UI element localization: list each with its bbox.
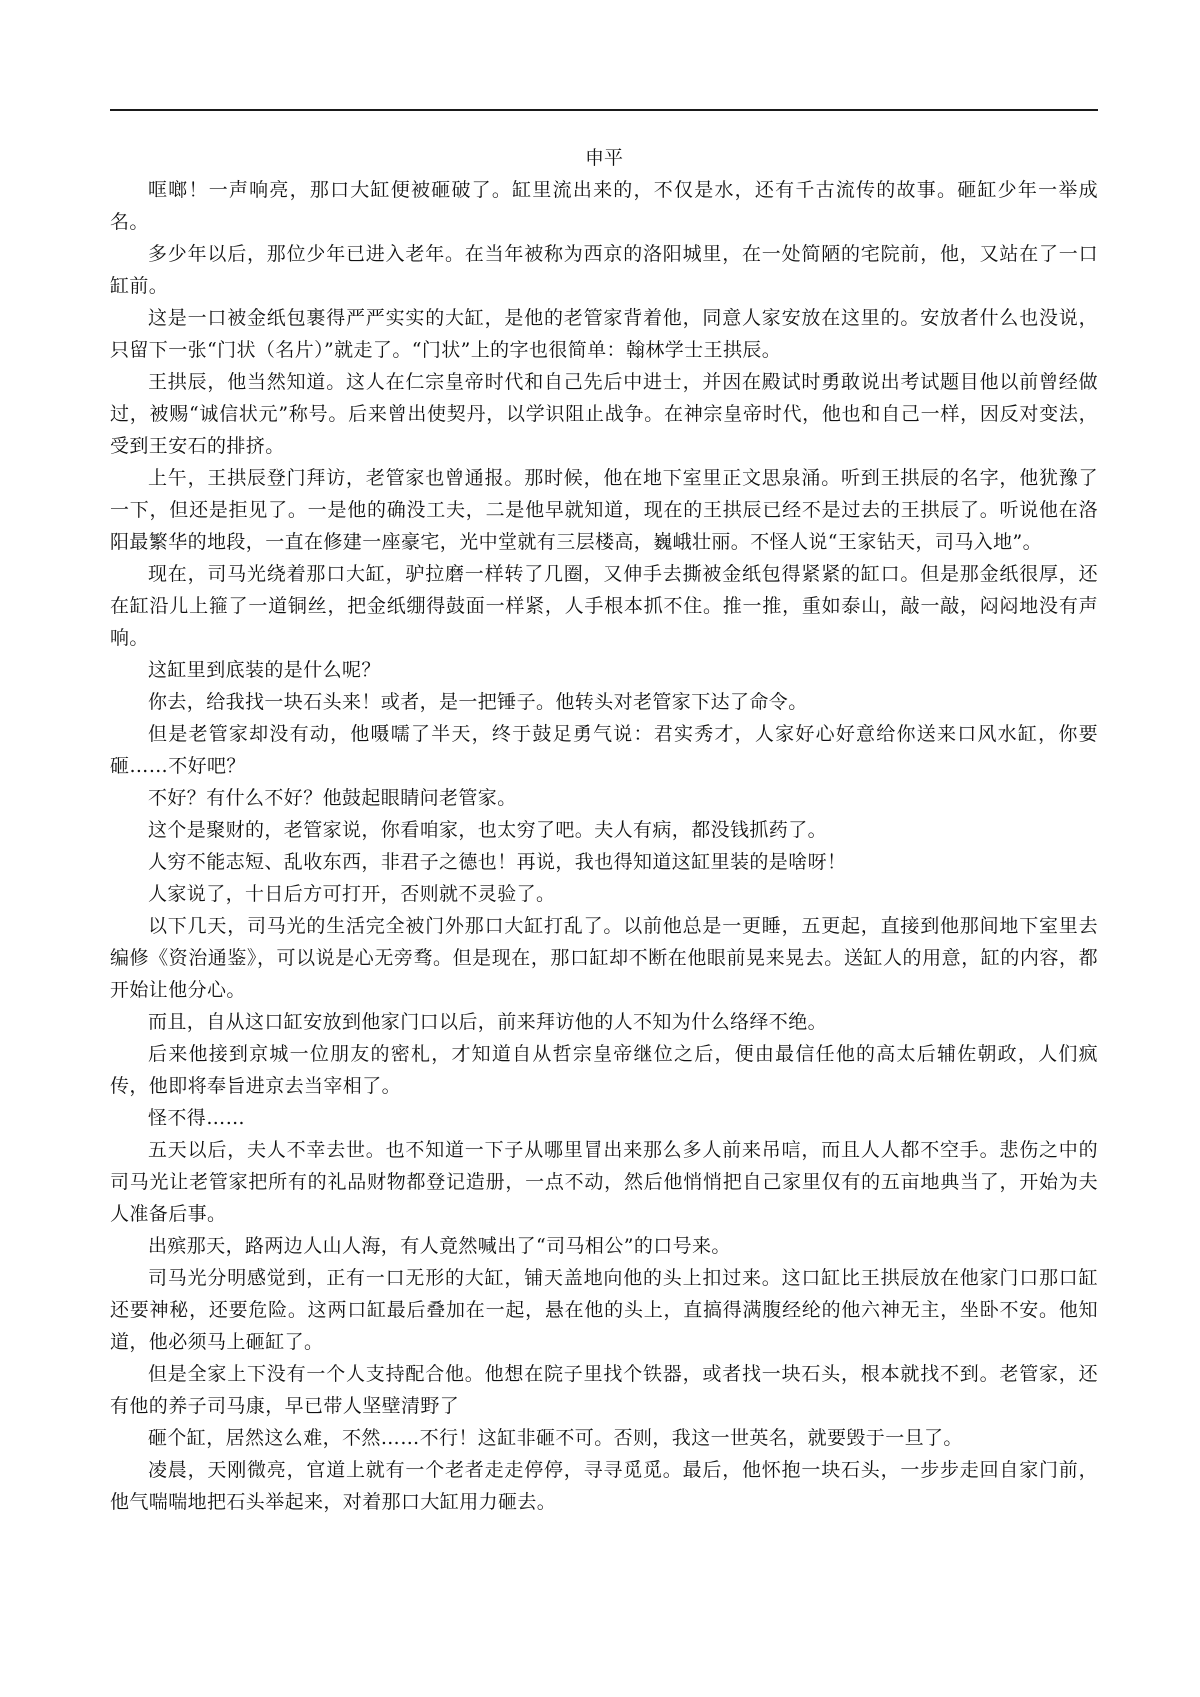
paragraph: 上午，王拱辰登门拜访，老管家也曾通报。那时候，他在地下室里正文思泉涌。听到王拱辰的名字，他犹豫了一下，但还是拒见了。一是他的确没工夫，二是他早就知道，现在的王拱辰已经不是过去的王拱辰了。听说他在洛阳最繁华的地段，一直在修建一座豪宅，光中堂就有三层楼高，巍峨壮丽。不怪人说“王家钻天，司马入地”。 (110, 467, 1098, 553)
document-body (110, 142, 1098, 1518)
paragraph: 怪不得…… (148, 1107, 246, 1129)
paragraph: 这是一口被金纸包裹得严严实实的大缸，是他的老管家背着他，同意人家安放在这里的。安放者什么也没说，只留下一张“门状（名片）”就走了。“门状”上的字也很简单：翰林学士王拱辰。 (110, 307, 1098, 361)
paragraph: 出殡那天，路两边人山人海，有人竟然喊出了“司马相公”的口号来。 (148, 1235, 731, 1257)
paragraph-list (110, 174, 1098, 1518)
paragraph: 王拱辰，他当然知道。这人在仁宗皇帝时代和自己先后中进士，并因在殿试时勇敢说出考试题目他以前曾经做过，被赐“诚信状元”称号。后来曾出使契丹，以学识阻止战争。在神宗皇帝时代，他也和自己一样，因反对变法，受到王安石的排挤。 (110, 371, 1098, 457)
paragraph: 以下几天，司马光的生活完全被门外那口大缸打乱了。以前他总是一更睡，五更起，直接到他那间地下室里去编修《资治通鉴》，可以说是心无旁骛。但是现在，那口缸却不断在他眼前晃来晃去。送缸人的用意，缸的内容，都开始让他分心。 (110, 915, 1098, 1001)
header-rule (110, 109, 1098, 111)
paragraph: 人家说了，十日后方可打开，否则就不灵验了。 (148, 883, 556, 905)
paragraph: 不好？有什么不好？他鼓起眼睛问老管家。 (148, 787, 517, 809)
paragraph: 凌晨，天刚微亮，官道上就有一个老者走走停停，寻寻觅觅。最后，他怀抱一块石头，一步步走回自家门前，他气喘喘地把石头举起来，对着那口大缸用力砸去。 (110, 1459, 1098, 1513)
paragraph: 人穷不能志短、乱收东西，非君子之德也！再说，我也得知道这缸里装的是啥呀！ (148, 851, 847, 873)
paragraph: 这个是聚财的，老管家说，你看咱家，也太穷了吧。夫人有病，都没钱抓药了。 (148, 819, 828, 841)
paragraph: 现在，司马光绕着那口大缸，驴拉磨一样转了几圈，又伸手去撕被金纸包得紧紧的缸口。但是那金纸很厚，还在缸沿儿上箍了一道铜丝，把金纸绷得鼓面一样紧，人手根本抓不住。推一推，重如泰山，敲一敲，闷闷地没有声响。 (110, 563, 1098, 649)
paragraph: 你去，给我找一块石头来！或者，是一把锤子。他转头对老管家下达了命令。 (148, 691, 808, 713)
paragraph: 哐啷！一声响亮，那口大缸便被砸破了。缸里流出来的，不仅是水，还有千古流传的故事。砸缸少年一举成名。 (110, 179, 1098, 233)
paragraph: 但是全家上下没有一个人支持配合他。他想在院子里找个铁器，或者找一块石头，根本就找不到。老管家，还有他的养子司马康，早已带人坚壁清野了 (110, 1363, 1098, 1417)
paragraph: 而且，自从这口缸安放到他家门口以后，前来拜访他的人不知为什么络绎不绝。 (148, 1011, 828, 1033)
paragraph: 多少年以后，那位少年已进入老年。在当年被称为西京的洛阳城里，在一处简陋的宅院前，他，又站在了一口缸前。 (110, 243, 1098, 297)
paragraph: 但是老管家却没有动，他嗫嚅了半天，终于鼓足勇气说：君实秀才，人家好心好意给你送来口风水缸，你要砸……不好吧？ (110, 723, 1098, 777)
paragraph: 五天以后，夫人不幸去世。也不知道一下子从哪里冒出来那么多人前来吊唁，而且人人都不空手。悲伤之中的司马光让老管家把所有的礼品财物都登记造册，一点不动，然后他悄悄把自己家里仅有的五亩地典当了，开始为夫人准备后事。 (110, 1139, 1098, 1225)
paragraph: 司马光分明感觉到，正有一口无形的大缸，铺天盖地向他的头上扣过来。这口缸比王拱辰放在他家门口那口缸还要神秘，还要危险。这两口缸最后叠加在一起，悬在他的头上，直搞得满腹经纶的他六神无主，坐卧不安。他知道，他必须马上砸缸了。 (110, 1267, 1098, 1353)
paragraph: 这缸里到底装的是什么呢？ (148, 659, 381, 681)
paragraph: 后来他接到京城一位朋友的密札，才知道自从哲宗皇帝继位之后，便由最信任他的高太后辅佐朝政，人们疯传，他即将奉旨进京去当宰相了。 (110, 1043, 1098, 1097)
paragraph: 砸个缸，居然这么难，不然……不行！这缸非砸不可。否则，我这一世英名，就要毁于一旦了。 (148, 1427, 963, 1449)
story-title: 申平 (584, 147, 623, 169)
